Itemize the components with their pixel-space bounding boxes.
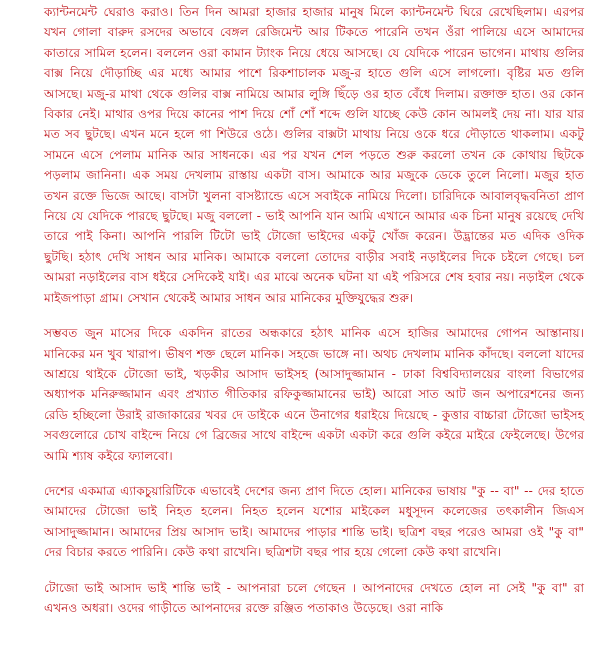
- paragraph-4: টোজো ভাই আসাদ ভাই শান্তি ভাই - আপনারা চলে গেছেন । আপনাদের দেখতে হোল না সেই "কু বা" রা এখনও অধরা। ওদের গাড়ীতে আপনাদের রক্তে রঞ্জিত পতাকাও উড়েছে। ওরা নাকি: [44, 580, 584, 615]
- paragraph-2: সম্ভবত জুন মাসের দিকে একদিন রাতের অন্ধকারে হঠাৎ মানিক এসে হাজির আমাদের গোপন আস্তানায়। মানিকের মন খুব খারাপ। ভীষণ শক্ত ছেলে মানিক। সহজে ভাঙ্গে না। অথচ দেখলাম মানিক কাঁদছে। বললো যাদের আশ্রয়ে থাইকে টোজো ভাই, খড়কীর আসাদ ভাইসহ (আসাদুজ্জামান - ঢাকা বিশ্ববিদ্যালয়ের বাংলা বিভাগের অধ্যাপক মনিরুজ্জামান এবং প্রখ্যাত গীতিকার রফিকুজ্জামানের ভাই) আরো সাত আট জন অপারেশনের জন্য রেডি হচ্ছিলো উরাই রাজাকারের খবর দে ডাইকে এনে উনাগের ধরাইয়ে দিয়েছে - কুত্তার বাচ্চারা টোজো ভাইসহ সবগুলোরে চোখ বাইন্দে নিয়ে গে ব্রিজের সাথে বাইন্দে একটা একটা করে গুলি কইরে মাইরে ফেইলেছে। উগের আমি শ্যাষ কইরে ফ্যালবো।: [44, 326, 584, 463]
- paragraph-1: ক্যান্টনমেন্ট ঘেরাও করাও। তিন দিন আমরা হাজার হাজার মানুষ মিলে ক্যান্টনমেন্ট ঘিরে রেখেছিলাম। এরপর যখন গোলা বারুদ রসদের অভাবে বেঙ্গল রেজিমেন্ট আর টিকতে পারেনি তখন ওঁরা পালিয়ে এসে আমাদের কাতারে সামিল হলেন। বললেন ওরা কামান ট্যাংক নিয়ে ধেয়ে আসছে। যে যেদিকে পারেন ভাগেন। মাথায় গুলির বাক্স নিয়ে দৌড়াচ্ছি এর মধ্যে আমার পাশে রিকশাচালক মজু-র হাতে গুলি এসে লাগলো। বৃষ্টির মত গুলি আসছে। মজু-র মাথা থেকে গুলির বাক্স নামিয়ে আমার লুঙ্গি ছিঁড়ে ওর হাত বেঁধে দিলাম। রক্তাক্ত হাত। ওর কোন বিকার নেই। মাথার ওপর দিয়ে কানের পাশ দিয়ে শোঁ শোঁ শব্দে গুলি যাচ্ছে কেউ কোন আমলই দেয় না। যার যার মত সব ছুটছে। এখন মনে হলে গা শিউরে ওঠে। গুলির বাক্সটা মাথায় নিয়ে ওকে ধরে দৌড়াতে থাকলাম। একটু সামনে এসে পেলাম মানিক আর সাধনকে। এর পর যখন শেল পড়তে শুরু করলো তখন কে কোথায় ছিটকে পড়লাম জানিনা। এক সময় দেখলাম রাস্তায় একটা বাস। আমাকে আর মজুকে ডেকে তুলে নিলো। মজুর হাত তখন রক্তে ভিজে আছে। বাসটা খুলনা বাসষ্ট্যান্ডে এসে সবাইকে নামিয়ে দিলো। চারিদিকে আবালবৃদ্ধবনিতা প্রাণ নিয়ে যে যেদিকে পারছে ছুটছে। মজু বললো - ভাই আপনি যান আমি এখানে আমার এক চিনা মানুষ রয়েছে দেখি তারে পাই কিনা। আপনি পারলি টিটো ভাই টোজো ভাইদের একটু খোঁজ করেন। উদ্ভ্রান্তের মত এদিক ওদিক ছুটছি। হঠাৎ দেখি সাধন আর মানিক। আমাকে বললো তোদের বাড়ীর সবাই নড়াইলের দিকে চইলে গেছে। চল আমরা নড়াইলের বাস ধইরে সেদিকেই যাই। এর মাঝে অনেক ঘটনা যা এই পরিসরে শেষ হবার নয়। নড়াইল থেকে মাইজপাড়া গ্রাম। সেখান থেকেই আমার সাধন আর মানিকের মুক্তিযুদ্ধের শুরু।: [44, 5, 584, 305]
- paragraph-3: দেশের একমাত্র এ্যাকচুয়ারিটিকে এভাবেই দেশের জন্য প্রাণ দিতে হোল। মানিকের ভাষায় "কু -- বা" -- দের হাতে আমাদের টোজো ভাই নিহত হলেন। নিহত হলেন যশোর মাইকেল মধুসূদন কলেজের তৎকালীন জিএস আসাদুজ্জামান। আমাদের প্রিয় আসাদ ভাই। আমাদের পাড়ার শান্তি ভাই। ছত্রিশ বছর পরেও আমরা ওই "কু বা" দের বিচার করতে পারিনি। কেউ কথা রাখেনি। ছত্রিশটা বছর পার হয়ে গেলো কেউ কথা রাখেনি।: [44, 483, 584, 560]
